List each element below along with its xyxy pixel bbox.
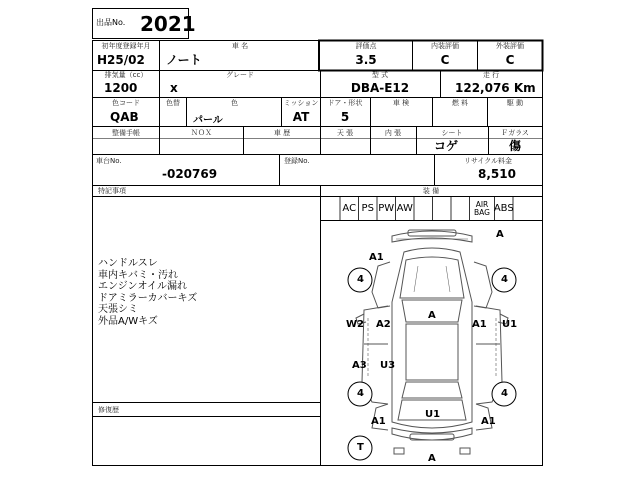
equipment-item (433, 197, 452, 220)
transmission-label: ミッション (283, 99, 319, 107)
repair-label: 修復歴 (98, 406, 119, 414)
model-type-value: DBA-E12 (350, 81, 410, 95)
lot-label: 出品No. (96, 18, 126, 27)
mark-right-u: U1 (502, 319, 518, 330)
displacement-value: 1200 (104, 81, 138, 95)
seat-label: シート (441, 129, 463, 137)
note-item: 天張シミ (98, 304, 138, 315)
equipment-label: 装 備 (422, 187, 440, 195)
grade-value: x (170, 81, 178, 95)
exterior-score-label: 外装評価 (496, 42, 524, 50)
equipment-item: AIR BAG (474, 199, 490, 217)
history-label: 車 歴 (273, 129, 291, 137)
model-type-label: 型 式 (371, 71, 389, 79)
chassis-value: -020769 (162, 167, 218, 181)
fuel-label: 燃 料 (451, 99, 469, 107)
reg-no-label: 登録No. (284, 157, 310, 165)
mark-rear-left-a: A3 (352, 360, 367, 371)
mark-roof: A (428, 310, 436, 321)
car-name-label: 車 名 (231, 42, 249, 50)
equipment-item: PW (378, 202, 395, 214)
mileage-label: 走 行 (482, 71, 500, 79)
nox-label: ＮＯＸ (191, 129, 212, 137)
equipment-item: ABS (493, 202, 514, 214)
mark-tire-fr: 4 (501, 274, 508, 285)
glass-label: Ｆガラス (501, 129, 529, 137)
note-item: 車内キバミ・汚れ (98, 269, 178, 281)
equipment-item: AW (396, 202, 413, 214)
grade-label: グレード (226, 71, 254, 79)
mark-rear-bumper: A (428, 453, 436, 464)
note-item: エンジンオイル漏れ (98, 281, 187, 292)
equipment-item: AC (342, 202, 357, 214)
door-shape-label: ドア・形状 (327, 99, 363, 107)
mark-front-bumper: A (496, 229, 504, 240)
maintenance-label: 整備手帳 (112, 129, 140, 137)
mark-left-w: W2 (346, 319, 364, 330)
color-code-label: 色コード (112, 99, 140, 107)
equipment-item (414, 197, 433, 220)
mark-trunk: U1 (425, 409, 441, 420)
drive-label: 駆 動 (506, 99, 524, 107)
first-reg-value: H25/02 (97, 53, 145, 67)
mark-rear-corner-left: A1 (371, 416, 386, 427)
interior-value: コゲ (433, 139, 458, 153)
color-value: パール (193, 115, 223, 126)
note-item: 外品A/Wキズ (98, 315, 158, 327)
chassis-label: 車台No. (96, 157, 122, 165)
mark-tire-fl: 4 (357, 274, 364, 285)
color-change-label: 色替 (166, 99, 180, 107)
first-reg-label: 初年度登録年月 (101, 42, 151, 50)
lot-number: 2021 (140, 12, 196, 36)
interior-score-label: 内装評価 (431, 42, 459, 50)
color-code-value: QAB (110, 110, 139, 124)
notes-label: 特記事項 (98, 187, 126, 195)
equipment-row (320, 197, 542, 220)
displacement-label: 排気量（cc） (104, 71, 148, 79)
transmission-value: AT (292, 110, 310, 124)
mark-hood-left: A1 (369, 252, 384, 263)
exterior-score-value: C (505, 53, 515, 67)
equipment-item (451, 197, 470, 220)
note-item: ドアミラーカバーキズ (98, 292, 198, 304)
interior-score-value: C (440, 53, 450, 67)
recycle-value: 8,510 (478, 167, 516, 181)
car-name-value: ノート (166, 53, 202, 67)
inspection-label: 車 検 (392, 99, 410, 107)
doors-value: 5 (340, 110, 350, 124)
notes-list (98, 258, 197, 327)
color-label: 色 (231, 99, 238, 107)
mark-tire-rr: 4 (501, 388, 508, 399)
score-label: 評価点 (355, 42, 377, 50)
mileage-value: 122,076 Km (455, 81, 536, 95)
mark-rear-left-u: U3 (380, 360, 396, 371)
glass-value: 傷 (508, 139, 521, 153)
mark-right-a: A1 (472, 319, 487, 330)
recycle-label: リサイクル料金 (463, 157, 513, 165)
interior-label: 内 張 (384, 129, 402, 137)
mark-tire-rl: 4 (357, 388, 364, 399)
note-item: ハンドルスレ (98, 258, 158, 269)
equipment-item: PS (361, 202, 374, 214)
mark-rear-corner-right: A1 (481, 416, 496, 427)
score-value: 3.5 (355, 53, 377, 67)
mark-left-a: A2 (376, 319, 391, 330)
mark-tire-spare: T (357, 442, 364, 453)
sunroof-label: 天 張 (336, 129, 354, 137)
